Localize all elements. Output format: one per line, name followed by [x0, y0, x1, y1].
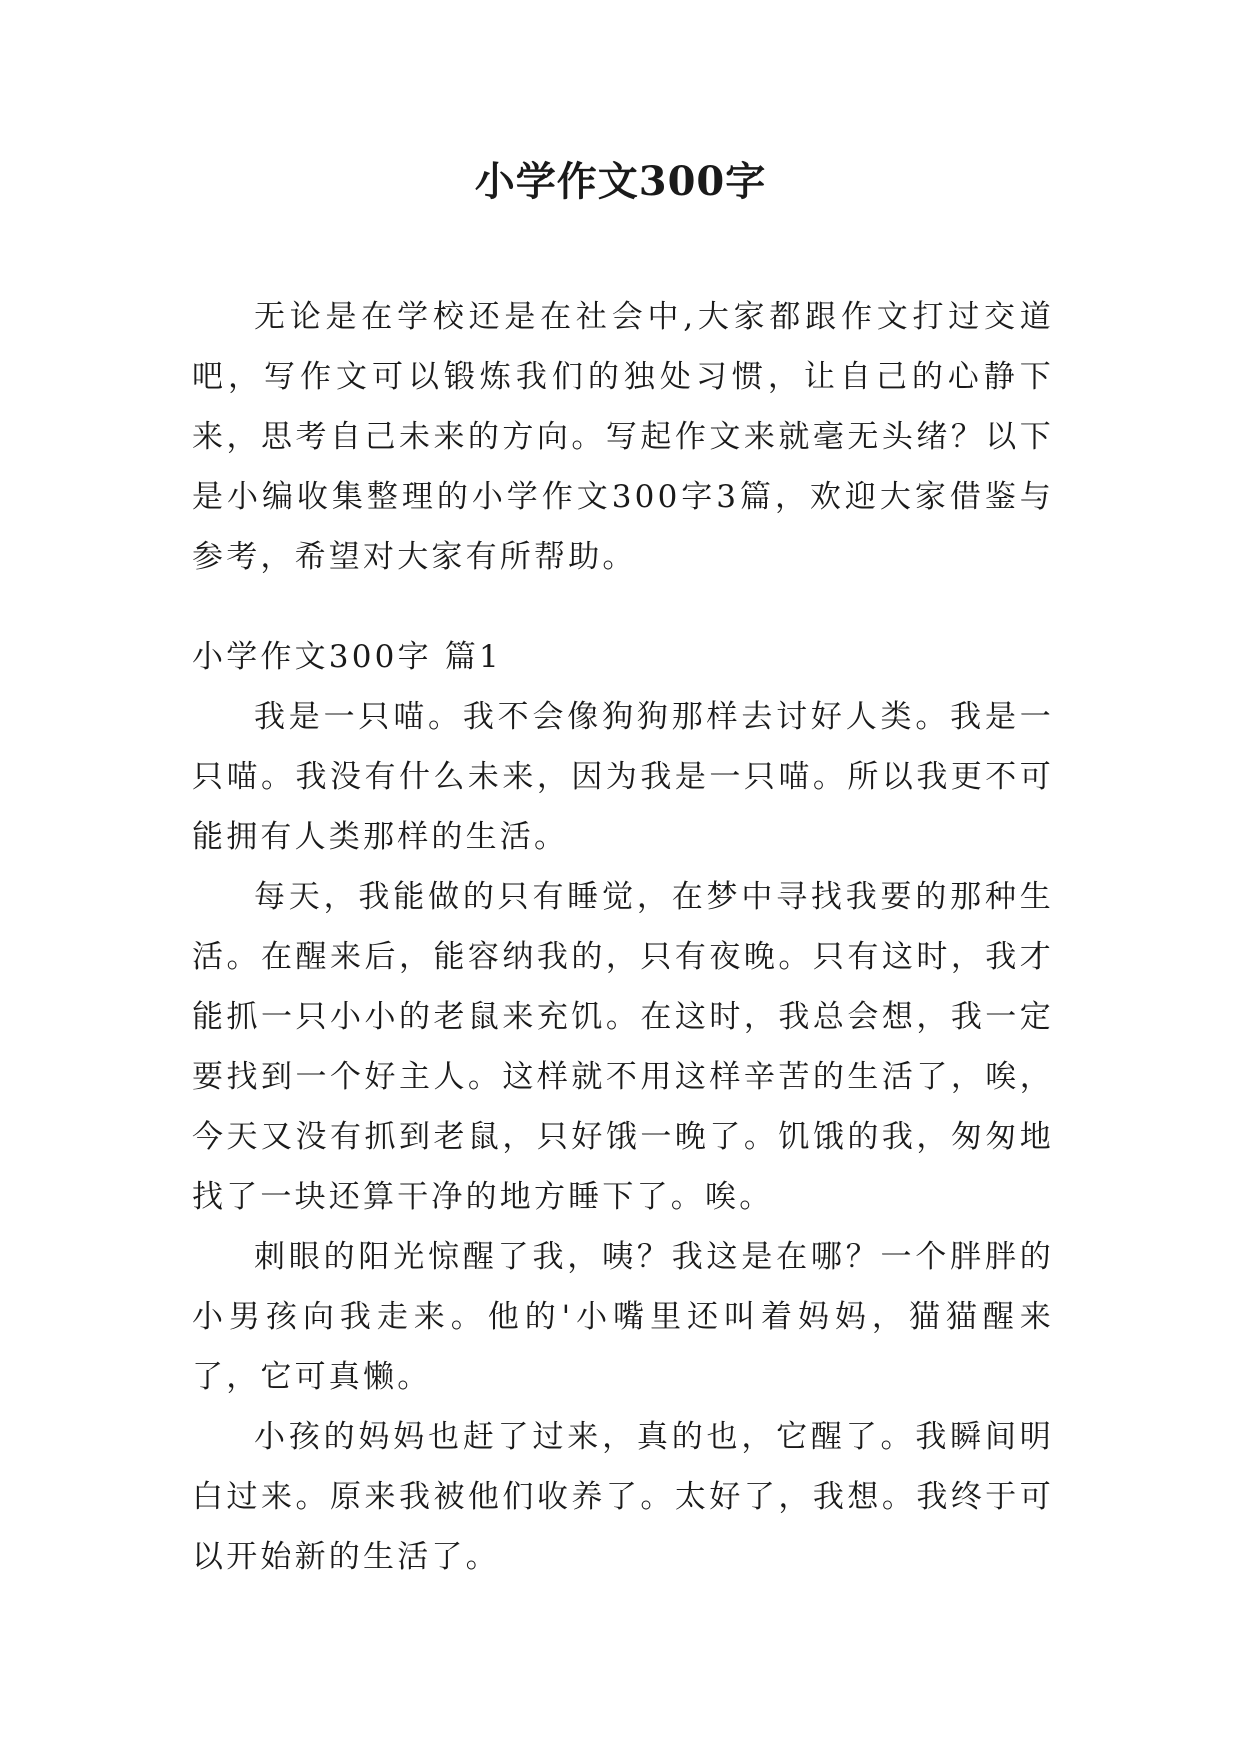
section-heading: 小学作文300字 篇1 — [192, 639, 502, 675]
document-body — [192, 287, 1054, 1587]
story-paragraph-2: 每天，我能做的只有睡觉，在梦中寻找我要的那种生活。在醒来后，能容纳我的，只有夜晚。只有这时，我才能抓一只小小的老鼠来充饥。在这时，我总会想，我一定要找到一个好主人。这样就不用这样辛苦的生活了，唉，今天又没有抓到老鼠，只好饿一晚了。饥饿的我，匆匆地找了一块还算干净的地方睡下了。唉。 — [192, 879, 1054, 1215]
story-paragraph-4: 小孩的妈妈也赶了过来，真的也，它醒了。我瞬间明白过来。原来我被他们收养了。太好了，我想。我终于可以开始新的生活了。 — [192, 1419, 1054, 1575]
document-title: 小学作文300字 — [474, 158, 767, 205]
story-paragraph-3: 刺眼的阳光惊醒了我，咦？我这是在哪？一个胖胖的小男孩向我走来。他的'小嘴里还叫着妈妈，猫猫醒来了，它可真懒。 — [192, 1239, 1054, 1395]
intro-paragraph: 无论是在学校还是在社会中,大家都跟作文打过交道吧，写作文可以锻炼我们的独处习惯，让自己的心静下来，思考自己未来的方向。写起作文来就毫无头绪？以下是小编收集整理的小学作文300字3篇，欢迎大家借鉴与参考，希望对大家有所帮助。 — [192, 299, 1054, 575]
story-paragraph-1: 我是一只喵。我不会像狗狗那样去讨好人类。我是一只喵。我没有什么未来，因为我是一只喵。所以我更不可能拥有人类那样的生活。 — [192, 699, 1054, 855]
